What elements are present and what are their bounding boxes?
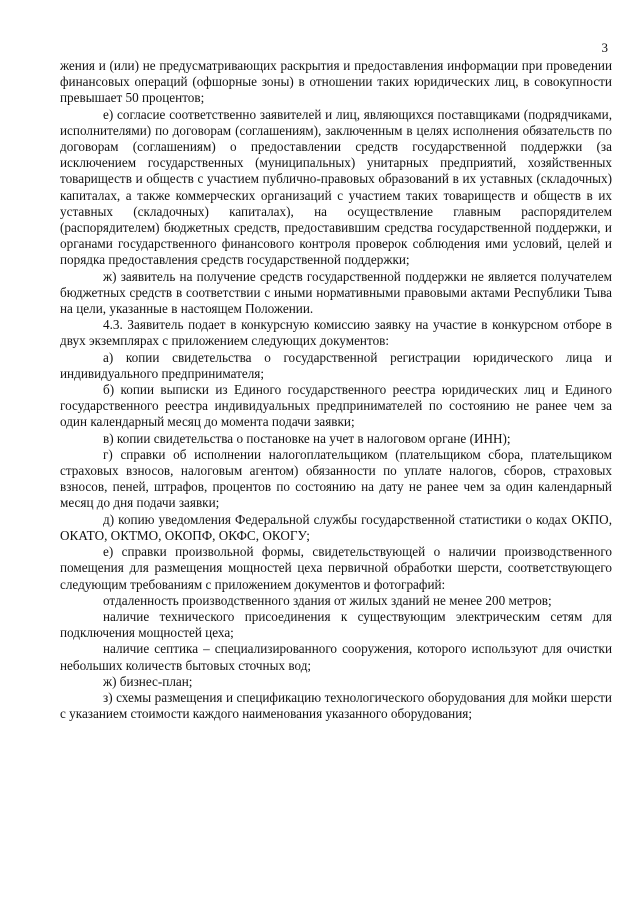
- paragraph-requirement-septic: наличие септика – специализированного сооружения, которого используют для очистки небольших количеств бытовых сточных вод;: [60, 641, 612, 673]
- paragraph-item-e-premises: е) справки произвольной формы, свидетельствующей о наличии производственного помещения для размещения мощностей цеха первичной обработки шерсти, соответствующего следующим требованиям с приложением документов и фотографий:: [60, 544, 612, 592]
- paragraph-requirement-distance: отдаленность производственного здания от жилых зданий не менее 200 метров;: [103, 592, 552, 608]
- paragraph-item-zh-business-plan: ж) бизнес-план;: [103, 673, 193, 689]
- paragraph-item-z: з) схемы размещения и спецификацию технологического оборудования для мойки шерсти с указанием стоимости каждого наименования указанного оборудования;: [60, 689, 612, 722]
- document-body: [60, 58, 612, 722]
- paragraph-item-zh-applicant: ж) заявитель на получение средств государственной поддержки не является получателем бюджетных средств в соответствии с иными нормативными правовыми актами Республики Тыва на цели, указанные в настоящем Положении.: [60, 268, 612, 317]
- paragraph-continuation: жения и (или) не предусматривающих раскрытия и предоставления информации при проведении финансовых операций (офшорные зоны) в отношении таких юридических лиц, в совокупности превышает 50 процентов;: [60, 58, 612, 106]
- page-number: 3: [601, 40, 608, 55]
- paragraph-item-e-consent: е) согласие соответственно заявителей и лиц, являющихся поставщиками (подрядчиками, исполнителями) по договорам (соглашениям), заключенным в целях исполнения обязательств по договорам (соглашениям) о предоставлении средств государственной поддержки (за исключением государственных (муниципальных) унитарных предприятий, хозяйственных товариществ и обществ с участием публично-правовых образований в их уставных (складочных) капиталах, а также коммерческих организаций с участием таких товариществ и обществ в их уставных (складочных) капиталах), на осуществление главным распорядителем (распорядителем) бюджетных средств, предоставившим средства государственной поддержки, и органами государственного финансового контроля проверок соблюдения ими условий, целей и порядка предоставления средств государственной поддержки;: [60, 106, 612, 268]
- paragraph-item-g: г) справки об исполнении налогоплательщиком (плательщиком сбора, плательщиком страховых взносов, налоговым агентом) обязанности по уплате налогов, сборов, страховых взносов, пеней, штрафов, процентов по состоянию на дату не ранее чем за один календарный месяц до дня подачи заявки;: [60, 446, 612, 511]
- paragraph-4-3: 4.3. Заявитель подает в конкурсную комиссию заявку на участие в конкурсном отборе в двух экземплярах с приложением следующих документов:: [60, 317, 612, 349]
- paragraph-item-v: в) копии свидетельства о постановке на учет в налоговом органе (ИНН);: [103, 430, 511, 446]
- paragraph-requirement-power: наличие технического присоединения к существующим электрическим сетям для подключения мощностей цеха;: [60, 608, 612, 641]
- paragraph-item-d: д) копию уведомления Федеральной службы государственной статистики о кодах ОКПО, ОКАТО, ОКТМО, ОКОПФ, ОКФС, ОКОГУ;: [60, 511, 612, 543]
- paragraph-item-a: а) копии свидетельства о государственной регистрации юридического лица и индивидуального предпринимателя;: [60, 349, 612, 381]
- paragraph-item-b: б) копии выписки из Единого государственного реестра юридических лиц и Единого государственного реестра индивидуальных предпринимателей по состоянию не ранее чем за один календарный месяц до момента подачи заявки;: [60, 382, 612, 430]
